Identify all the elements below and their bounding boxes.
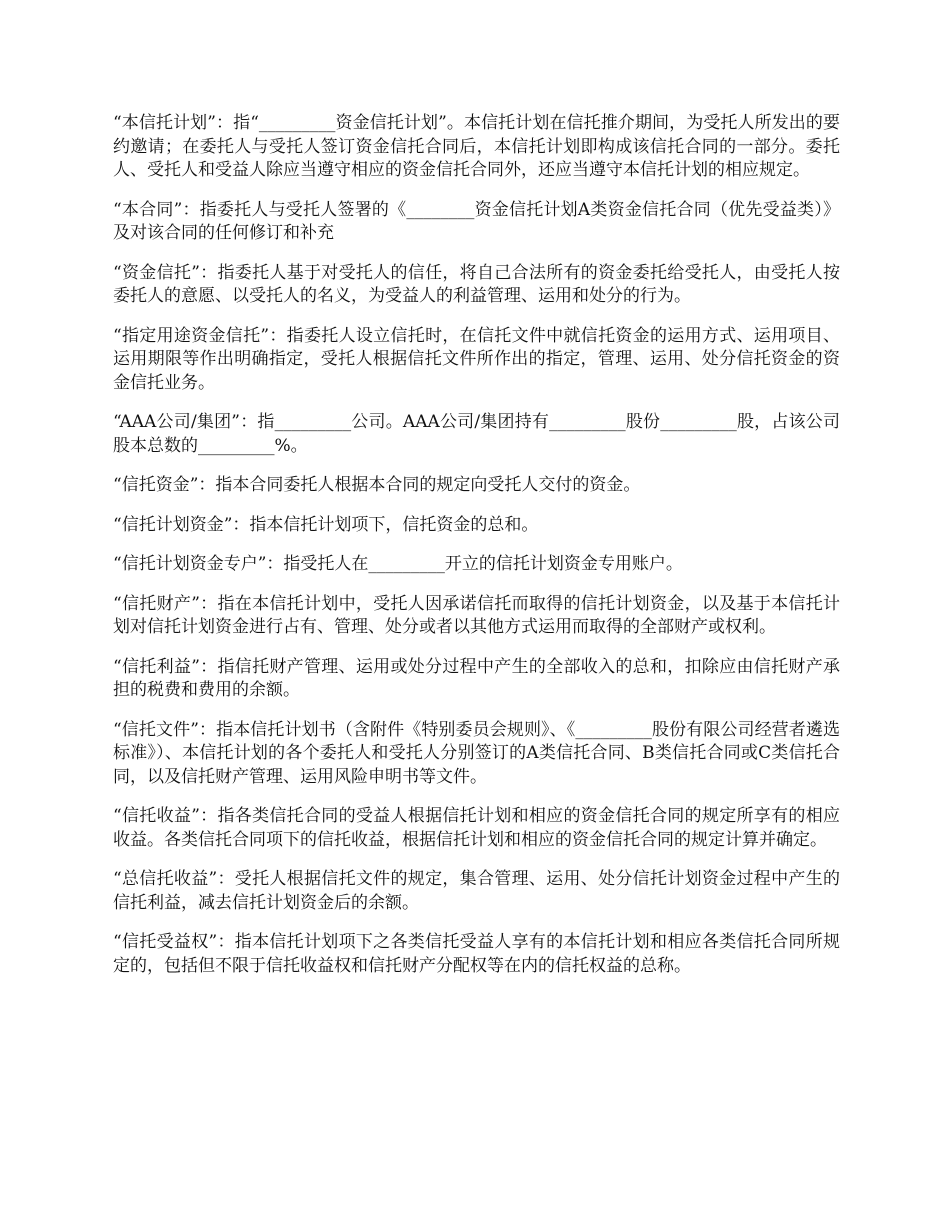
definition-trust-plan-funds: “信托计划资金”：指本信托计划项下，信托资金的总和。 bbox=[113, 514, 539, 535]
definition-this-contract: “本合同”：指委托人与受托人签署的《________资金信托计划A类资金信托合同（优先受益类）》及对该合同的任何修订和补充 bbox=[113, 199, 840, 243]
definition-trust-plan: “本信托计划”：指“_________资金信托计划”。本信托计划在信托推介期间，为受托人所发出的要约邀请；在委托人与受托人签订资金信托合同后，本信托计划即构成该信托合同的一部分。委托人、受托人和受益人除应当遵守相应的资金信托合同外，还应当遵守本信托计划的相应规定。 bbox=[113, 113, 840, 180]
definition-trust-beneficial-right: “信托受益权”：指本信托计划项下之各类信托受益人享有的本信托计划和相应各类信托合同所规定的，包括但不限于信托收益权和信托财产分配权等在内的信托权益的总称。 bbox=[113, 932, 840, 976]
definition-trust-property: “信托财产”：指在本信托计划中，受托人因承诺信托而取得的信托计划资金，以及基于本信托计划对信托计划资金进行占有、管理、处分或者以其他方式运用而取得的全部财产或权利。 bbox=[113, 593, 840, 637]
definition-trust-income: “信托收益”：指各类信托合同的受益人根据信托计划和相应的资金信托合同的规定所享有的相应收益。各类信托合同项下的信托收益，根据信托计划和相应的资金信托合同的规定计算并确定。 bbox=[113, 806, 840, 850]
definition-aaa-company: “AAA公司/集团”：指_________公司。AAA公司/集团持有_________股份_________股，占该公司股本总数的_________%。 bbox=[113, 412, 840, 456]
definition-trust-benefit: “信托利益”：指信托财产管理、运用或处分过程中产生的全部收入的总和，扣除应由信托财产承担的税费和费用的余额。 bbox=[113, 656, 840, 700]
definition-trust-documents: “信托文件”：指本信托计划书（含附件《特别委员会规则》、《_________股份有限公司经营者遴选标准》）、本信托计划的各个委托人和受托人分别签订的A类信托合同、B类信托合同或C类信托合同，以及信托财产管理、运用风险申明书等文件。 bbox=[113, 719, 840, 787]
definition-fund-trust: “资金信托”：指委托人基于对受托人的信任，将自己合法所有的资金委托给受托人，由受托人按委托人的意愿、以受托人的名义，为受益人的利益管理、运用和处分的行为。 bbox=[113, 262, 840, 306]
definition-designated-purpose-trust: “指定用途资金信托”：指委托人设立信托时，在信托文件中就信托资金的运用方式、运用项目、运用期限等作出明确指定，受托人根据信托文件所作出的指定，管理、运用、处分信托资金的资金信托业务。 bbox=[113, 325, 840, 393]
definition-trust-plan-account: “信托计划资金专户”：指受托人在_________开立的信托计划资金专用账户。 bbox=[113, 554, 683, 574]
definition-trust-funds: “信托资金”：指本合同委托人根据本合同的规定向受托人交付的资金。 bbox=[113, 475, 641, 495]
document-body bbox=[113, 112, 840, 994]
definition-total-trust-income: “总信托收益”：受托人根据信托文件的规定，集合管理、运用、处分信托计划资金过程中产生的信托利益，减去信托计划资金后的余额。 bbox=[113, 869, 840, 913]
